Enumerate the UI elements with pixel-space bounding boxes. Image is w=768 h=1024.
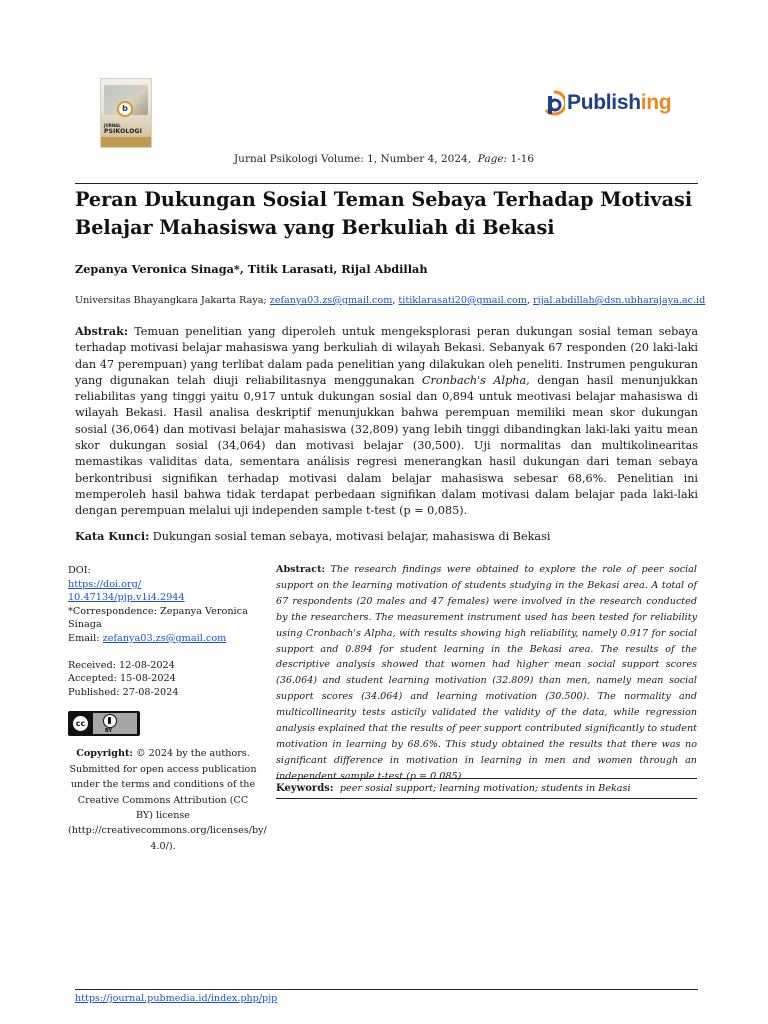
author-email-2[interactable]: titiklarasati20@gmail.com <box>398 295 527 306</box>
journal-url-link[interactable]: https://journal.pubmedia.id/index.php/pjp <box>75 993 278 1004</box>
abstrak-italic: Cronbach's Alpha, <box>421 373 530 387</box>
cover-bar <box>101 137 151 147</box>
doi-label: DOI: <box>68 565 91 576</box>
received-date: Received: 12-08-2024 <box>68 659 175 671</box>
cover-small-text: JURNAL <box>104 123 121 128</box>
published-date: Published: 27-08-2024 <box>68 686 179 698</box>
article-title: Peran Dukungan Sosial Teman Sebaya Terhadap Motivasi Belajar Mahasiswa yang Berkuliah di Bekasi <box>75 188 693 239</box>
abstrak-paragraph <box>75 323 698 520</box>
page-range: 1-16 <box>510 153 535 165</box>
cc-icon: cc <box>71 714 90 733</box>
keywords-label: Keywords: <box>276 783 334 794</box>
abstrak-text-2: dengan hasil menunjukkan reliabilitas yang tinggi yaitu 0,917 untuk dukungan sosial dan 0,894 untuk meotivasi belajar mahasiswa di wilayah Bekasi. Hasil analisa deskriptif menunjukkan bahwa perempuan memiliki mean skor dukungan sosial (36,064) dan motivasi belajar mahasiswa (32,809) yang lebih tinggi dibandingkan laki-laki yaitu mean skor dukungan sosial (34,064) dan motivasi belajar (30,500). Uji normalitas dan multikolinearitas memastikas validitas data, sementara análisis regresi menerangkan hasil dukungan dari teman sebaya berkontribusi signifikan terhadap motivasi dalam belajar mahasiswa sebesar 68,6%. Penelitian ini memperoleh hasil bahwa tidak terdapat perbedaan signifikan dalam motivasi dalam belajar pada laki-laki dengan perempuan melalui uji independen sample t-test (p = 0,085). <box>75 373 698 518</box>
affiliation-line: Universitas Bhayangkara Jakarta Raya; zefanya03.zs@gmail.com, titiklarasati20@gmail.com, rijal.abdillah@dsn.ubharajaya.ac.id <box>75 295 706 306</box>
abstrak-label: Abstrak: <box>75 324 128 338</box>
journal-cover-image <box>100 78 152 148</box>
author-email-1[interactable]: zefanya03.zs@gmail.com <box>269 295 393 306</box>
keywords <box>276 783 631 794</box>
correspondence: *Correspondence: Zepanya Veronica Sinaga <box>68 605 248 631</box>
cc-by-license-icon[interactable] <box>68 711 140 736</box>
article-authors: Zepanya Veronica Sinaga*, Titik Larasati, Rijal Abdillah <box>75 262 428 276</box>
abstrak-text-1: Temuan penelitian yang diperoleh untuk mengeksplorasi peran dukungan sosial teman sebaya terhadap motivasi belajar mahasiswa yang berkuliah di wilayah Bekasi. Sebanyak 67 responden (20 laki-laki dan 47 perempuan) yang terlibat dalam pada penelitian yang dilakukan oleh peneliti. Instrumen pengukuran yang digunakan telah diuji reliabilitasnya menggunakan <box>75 325 698 387</box>
copyright-notice <box>68 746 267 854</box>
journal-info-line <box>0 153 768 165</box>
journal-volume: Jurnal Psikologi Volume: 1, Number 4, 2024, <box>233 153 472 165</box>
affiliation: Universitas Bhayangkara Jakarta Raya; <box>75 295 267 306</box>
abstract-label: Abstract: <box>276 564 326 575</box>
cover-title-text: PSIKOLOGI <box>104 128 143 135</box>
kata-kunci <box>75 529 550 543</box>
copyright-label: Copyright: <box>76 748 133 760</box>
publisher-logo <box>543 86 671 120</box>
by-label: BY <box>105 728 113 735</box>
kata-kunci-label: Kata Kunci: <box>75 529 150 543</box>
page-label: Page: <box>477 153 508 165</box>
keywords-text: peer sosial support; learning motivation; students in Bekasi <box>339 783 631 794</box>
keywords-divider-bottom <box>276 798 697 799</box>
author-email-3[interactable]: rijal.abdillah@dsn.ubharajaya.ac.id <box>533 295 706 306</box>
kata-kunci-text: Dukungan sosial teman sebaya, motivasi belajar, mahasiswa di Bekasi <box>152 530 551 543</box>
publisher-brand: Publish <box>567 91 641 114</box>
abstract-text: The research findings were obtained to explore the role of peer social support on the learning motivation of students studying in the Bekasi area. A total of 67 respondents (20 males and 47 females) were involved in the research conducted by the researchers. The measurement instrument used has been tested for reliability using Cronbach's Alpha, with results showing high reliability, namely 0.917 for social support and 0.894 for student learning in the Bekasi area. The results of the descriptive analysis showed that women had higher mean social support scores (36.064) and student learning motivation (32.809) than men, namely mean social support scores (34.064) and learning motivation (30.500). The normality and multicollinearity tests asticily validated the validity of the data, while regression analysis explained that the results of peer support contributed significantly to student motivation in learning by 68.6%. This study obtained the results that there was no significant difference in motivation in learning in men and women through an independent sample t-test (p = 0.085). <box>276 564 697 782</box>
doi-link[interactable]: https://doi.org/ 10.47134/pjp.v1i4.2944 <box>68 578 185 604</box>
article-info-sidebar <box>68 564 267 854</box>
header-divider <box>75 183 698 184</box>
cover-badge: b <box>117 101 133 117</box>
correspondence-email[interactable]: zefanya03.zs@gmail.com <box>102 632 227 644</box>
publisher-brand-suffix: ing <box>640 91 672 114</box>
publisher-name <box>567 91 671 115</box>
footer-divider <box>75 989 698 990</box>
accepted-date: Accepted: 15-08-2024 <box>68 673 176 685</box>
email-line <box>68 632 258 646</box>
keywords-divider-top <box>276 778 697 779</box>
abstract-english <box>276 562 697 785</box>
email-label: Email: <box>68 632 100 644</box>
copyright-text: © 2024 by the authors. Submitted for open access publication under the terms and conditions of the Creative Commons Attribution (CC BY) license (http://creativecommons.org/licenses/by/ 4.0/). <box>68 748 267 852</box>
publishing-logo-icon <box>543 88 565 118</box>
